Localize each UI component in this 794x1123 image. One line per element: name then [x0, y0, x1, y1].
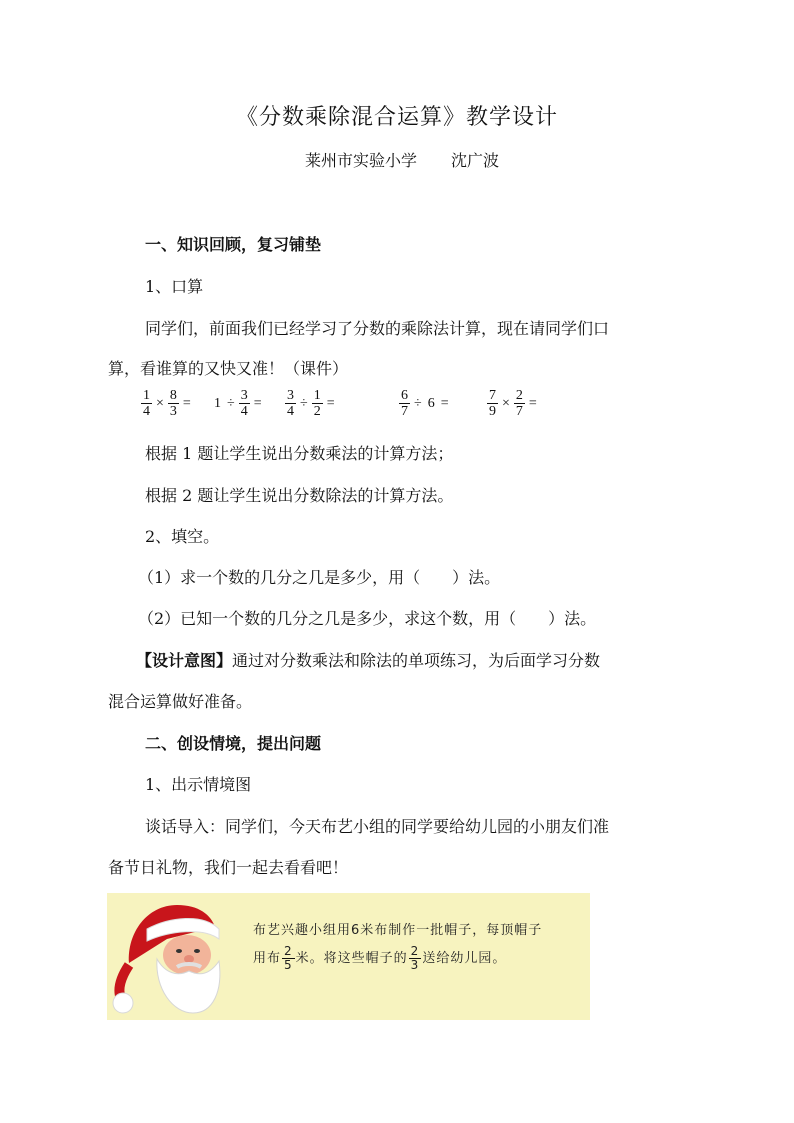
- fraction: $\frac{3}{4}$: [287, 388, 294, 419]
- fraction: $\frac{1}{2}$: [313, 388, 321, 419]
- fraction: $\frac{2}{3}$: [410, 944, 420, 972]
- paragraph-line: 算，看谁算的又快又准！（课件）: [108, 359, 349, 378]
- fraction: $\frac{3}{4}$: [240, 388, 248, 419]
- page-title: 《分数乘除混合运算》教学设计: [235, 105, 558, 130]
- exercise-1: $\frac{1}{4}$ × $\frac{8}{3}$ =: [143, 388, 191, 419]
- author-name: 沈广波: [451, 151, 500, 170]
- illustration-text-line1: 布艺兴趣小组用6米布制作一批帽子，每顶帽子: [253, 923, 543, 938]
- fill-question-1: （1）求一个数的几分之几是多少，用（ ）法。: [138, 568, 501, 587]
- exercise-5: $\frac{7}{9}$ × $\frac{2}{7}$ =: [489, 388, 537, 419]
- section1-heading: 一、知识回顾，复习铺垫: [145, 235, 322, 254]
- fraction: $\frac{7}{9}$: [489, 388, 496, 419]
- fraction: $\frac{8}{3}$: [169, 388, 177, 419]
- item-oral-calc: 1、口算: [145, 277, 204, 296]
- fraction: $\frac{2}{5}$: [284, 944, 293, 972]
- item-show-scene: 1、出示情境图: [145, 775, 252, 794]
- note-multiplication: 根据 1 题让学生说出分数乘法的计算方法；: [145, 444, 454, 463]
- exercise-2: 1 ÷ $\frac{3}{4}$ =: [214, 388, 262, 419]
- santa-claus-image: [107, 893, 237, 1020]
- scene-illustration: [107, 893, 590, 1020]
- exercise-4: $\frac{6}{7}$ ÷ 6 =: [401, 388, 449, 419]
- item-fill-blank: 2、填空。: [145, 527, 220, 546]
- exercise-3: $\frac{3}{4}$ ÷ $\frac{1}{2}$ =: [287, 388, 335, 419]
- fraction: $\frac{1}{4}$: [143, 388, 150, 419]
- note-division: 根据 2 题让学生说出分数除法的计算方法。: [145, 486, 454, 505]
- design-intent: [136, 648, 600, 671]
- paragraph-line: 备节日礼物，我们一起去看看吧！: [108, 858, 349, 877]
- design-intent-text: 通过对分数乘法和除法的单项练习，为后面学习分数: [232, 651, 601, 670]
- section2-heading: 二、创设情境，提出问题: [145, 734, 322, 753]
- paragraph-line: 混合运算做好准备。: [108, 692, 253, 711]
- design-intent-label: 【设计意图】: [136, 651, 233, 670]
- byline: [305, 148, 499, 171]
- paragraph-line: 谈话导入：同学们，今天布艺小组的同学要给幼儿园的小朋友们准: [145, 817, 610, 836]
- paragraph-line: 同学们，前面我们已经学习了分数的乘除法计算，现在请同学们口: [145, 319, 610, 338]
- fraction: $\frac{6}{7}$: [401, 388, 408, 419]
- fraction: $\frac{2}{7}$: [515, 388, 523, 419]
- school-name: 莱州市实验小学: [305, 151, 418, 170]
- illustration-text-line2: 用布 $\frac{2}{5}$ 米。将这些帽子的 $\frac{2}{3}$ 送给幼儿园。: [253, 944, 507, 972]
- fill-question-2: （2）已知一个数的几分之几是多少，求这个数，用（ ）法。: [138, 609, 597, 628]
